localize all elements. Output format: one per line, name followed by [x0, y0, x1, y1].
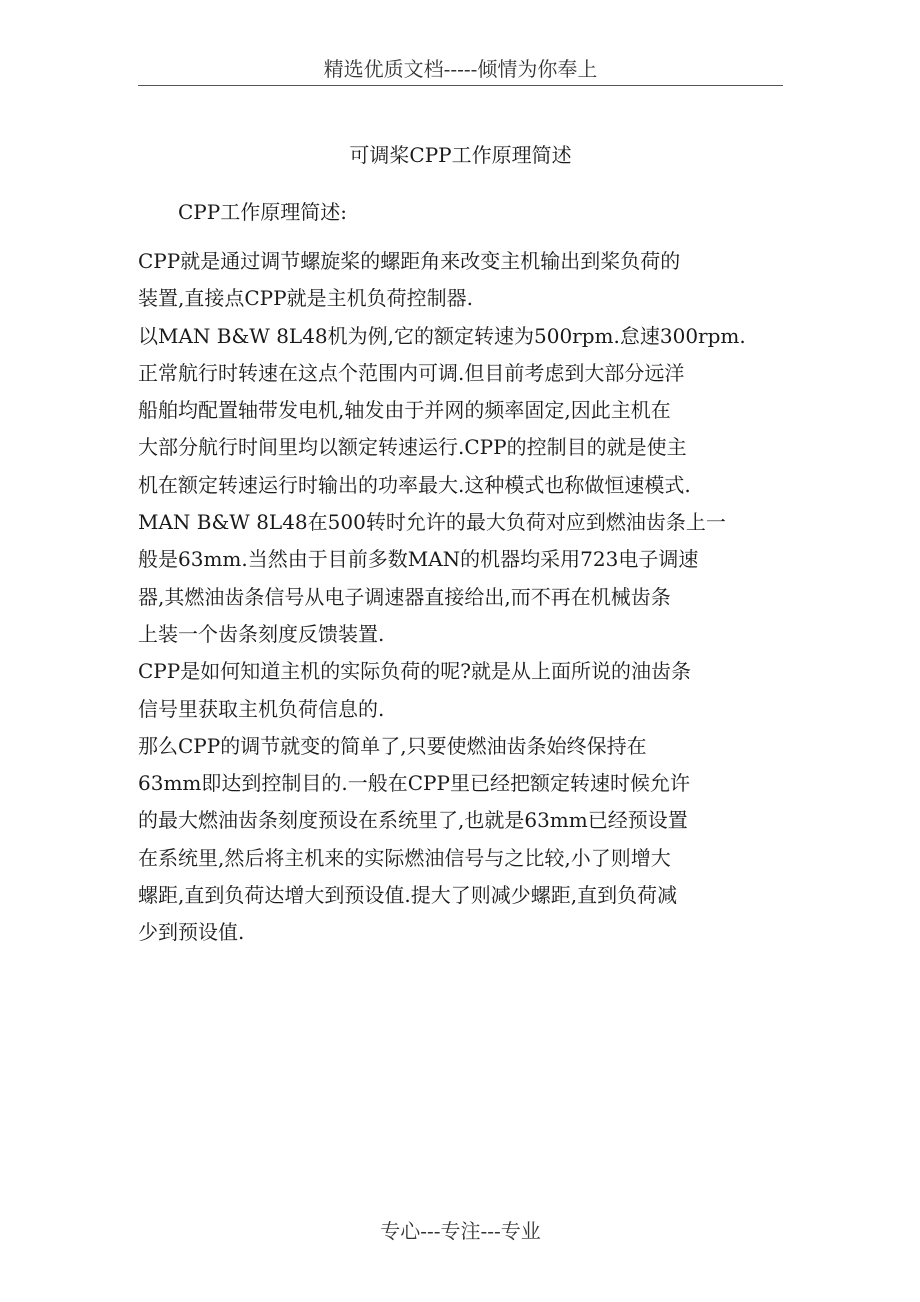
body-text — [138, 243, 798, 952]
text-line: 那么CPP的调节就变的简单了,只要使燃油齿条始终保持在 — [138, 733, 647, 758]
text-line: CPP是如何知道主机的实际负荷的呢?就是从上面所说的油齿条 — [138, 659, 691, 684]
text-line: 机在额定转速运行时输出的功率最大.这种模式也称做恒速模式. — [138, 472, 691, 497]
document-title: 可调桨CPP工作原理简述 — [349, 143, 572, 167]
text-line: 般是63mm.当然由于目前多数MAN的机器均采用723电子调速 — [138, 547, 699, 572]
page-footer: 专心---专注---专业 — [380, 1219, 541, 1243]
text-line: CPP就是通过调节螺旋桨的螺距角来改变主机输出到桨负荷的 — [138, 249, 681, 273]
text-line: 少到预设值. — [138, 920, 245, 945]
text-line: 的最大燃油齿条刻度预设在系统里了,也就是63mm已经预设置 — [138, 808, 688, 833]
text-line: 在系统里,然后将主机来的实际燃油信号与之比较,小了则增大 — [138, 845, 671, 870]
text-line: 正常航行时转速在这点个范围内可调.但目前考虑到大部分远洋 — [138, 360, 685, 385]
text-line: 63mm即达到控制目的.一般在CPP里已经把额定转速时候允许 — [138, 771, 690, 796]
page-header: 精选优质文档-----倾情为你奉上 — [323, 57, 598, 81]
section-intro: CPP工作原理简述: — [178, 200, 347, 224]
header-divider — [138, 85, 783, 86]
text-line: 信号里获取主机负荷信息的. — [138, 696, 385, 721]
text-line: 上装一个齿条刻度反馈装置. — [138, 621, 385, 646]
text-line: 大部分航行时间里均以额定转速运行.CPP的控制目的就是使主 — [138, 435, 687, 460]
text-line: 螺距,直到负荷达增大到预设值.提大了则减少螺距,直到负荷减 — [138, 883, 678, 908]
text-line: MAN B&W 8L48在500转时允许的最大负荷对应到燃油齿条上一 — [138, 510, 726, 535]
text-line: 船舶均配置轴带发电机,轴发由于并网的频率固定,因此主机在 — [138, 398, 671, 423]
text-line: 器,其燃油齿条信号从电子调速器直接给出,而不再在机械齿条 — [138, 584, 671, 609]
text-line: 装置,直接点CPP就是主机负荷控制器. — [138, 286, 473, 311]
text-line: 以MAN B&W 8L48机为例,它的额定转速为500rpm.怠速300rpm. — [138, 323, 746, 348]
